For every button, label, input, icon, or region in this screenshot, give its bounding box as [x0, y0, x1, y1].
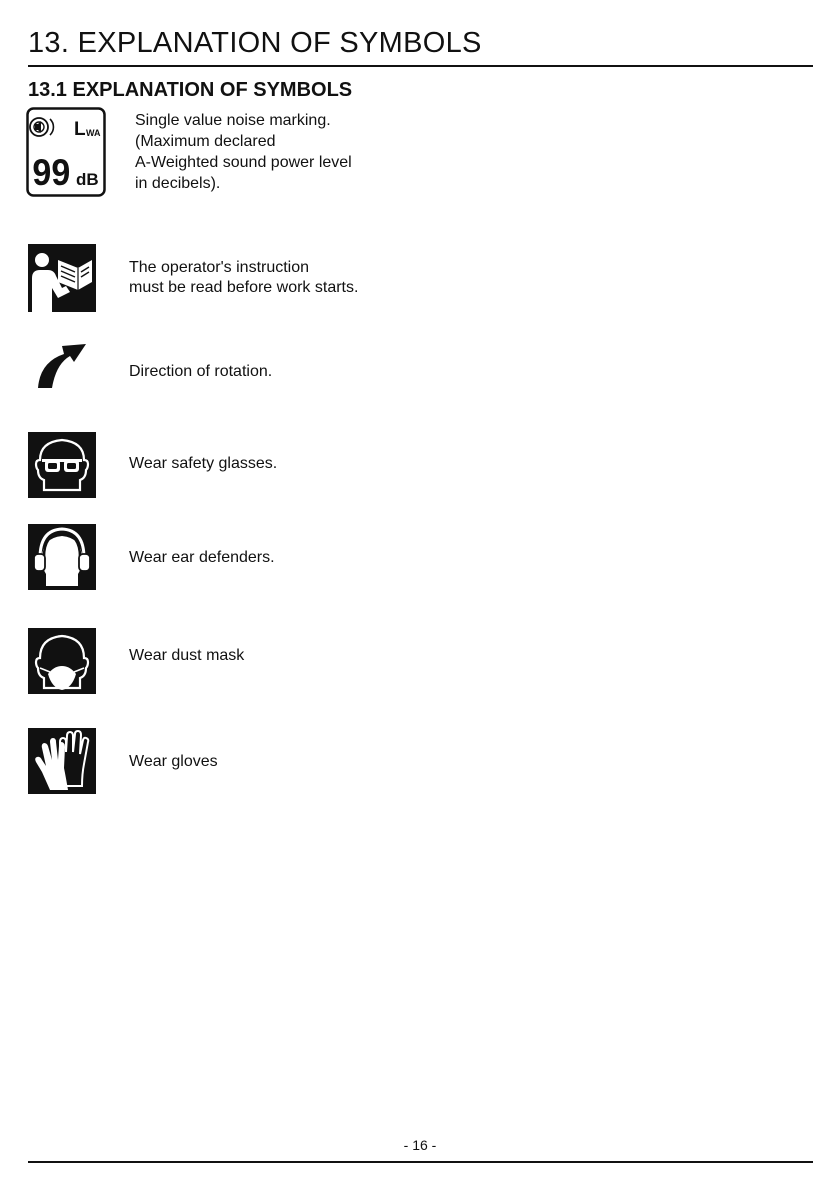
footer-divider: [28, 1161, 813, 1163]
symbol-row-manual: [28, 244, 808, 312]
noise-symbol-letter: L: [74, 119, 86, 140]
desc-line: Wear gloves: [129, 753, 218, 770]
desc-line: Wear dust mask: [129, 647, 245, 664]
desc-line: (Maximum declared: [135, 133, 276, 150]
symbol-description: [129, 362, 272, 382]
page-title: 13. EXPLANATION OF SYMBOLS: [28, 27, 482, 59]
dust-mask-icon: [28, 628, 96, 694]
symbol-row-ear: [28, 524, 808, 590]
symbol-row-gloves: [28, 728, 808, 794]
desc-line: must be read before work starts.: [129, 279, 359, 296]
symbol-row-noise: [28, 108, 808, 200]
read-manual-icon: [28, 244, 96, 312]
desc-line: Single value noise marking.: [135, 112, 331, 129]
ear-defenders-icon: [28, 524, 96, 590]
symbol-row-mask: [28, 628, 808, 694]
desc-line: Wear ear defenders.: [129, 549, 275, 566]
safety-glasses-icon: [28, 432, 96, 498]
desc-line: Direction of rotation.: [129, 363, 273, 380]
symbol-row-rotation: [28, 340, 808, 390]
symbol-description: [129, 454, 277, 474]
symbol-description: [129, 258, 358, 298]
section-title: 13.1 EXPLANATION OF SYMBOLS: [28, 79, 353, 101]
noise-unit: dB: [76, 170, 99, 189]
symbol-row-glasses: [28, 432, 808, 498]
title-divider: [28, 65, 813, 67]
noise-level-icon: [26, 107, 106, 199]
desc-line: A-Weighted sound power level: [135, 154, 352, 171]
noise-value: 99: [32, 151, 71, 194]
gloves-icon: [28, 728, 96, 794]
symbol-description: [129, 548, 275, 568]
desc-line: in decibels).: [135, 175, 221, 192]
symbol-description: [129, 752, 218, 772]
desc-line: The operator's instruction: [129, 259, 310, 276]
noise-symbol-subscript: WA: [86, 128, 101, 138]
symbol-description: [129, 646, 244, 666]
rotation-arrow-icon: [34, 340, 94, 390]
symbol-description: [135, 110, 352, 194]
desc-line: Wear safety glasses.: [129, 455, 278, 472]
page-number: - 16 -: [403, 1137, 437, 1153]
